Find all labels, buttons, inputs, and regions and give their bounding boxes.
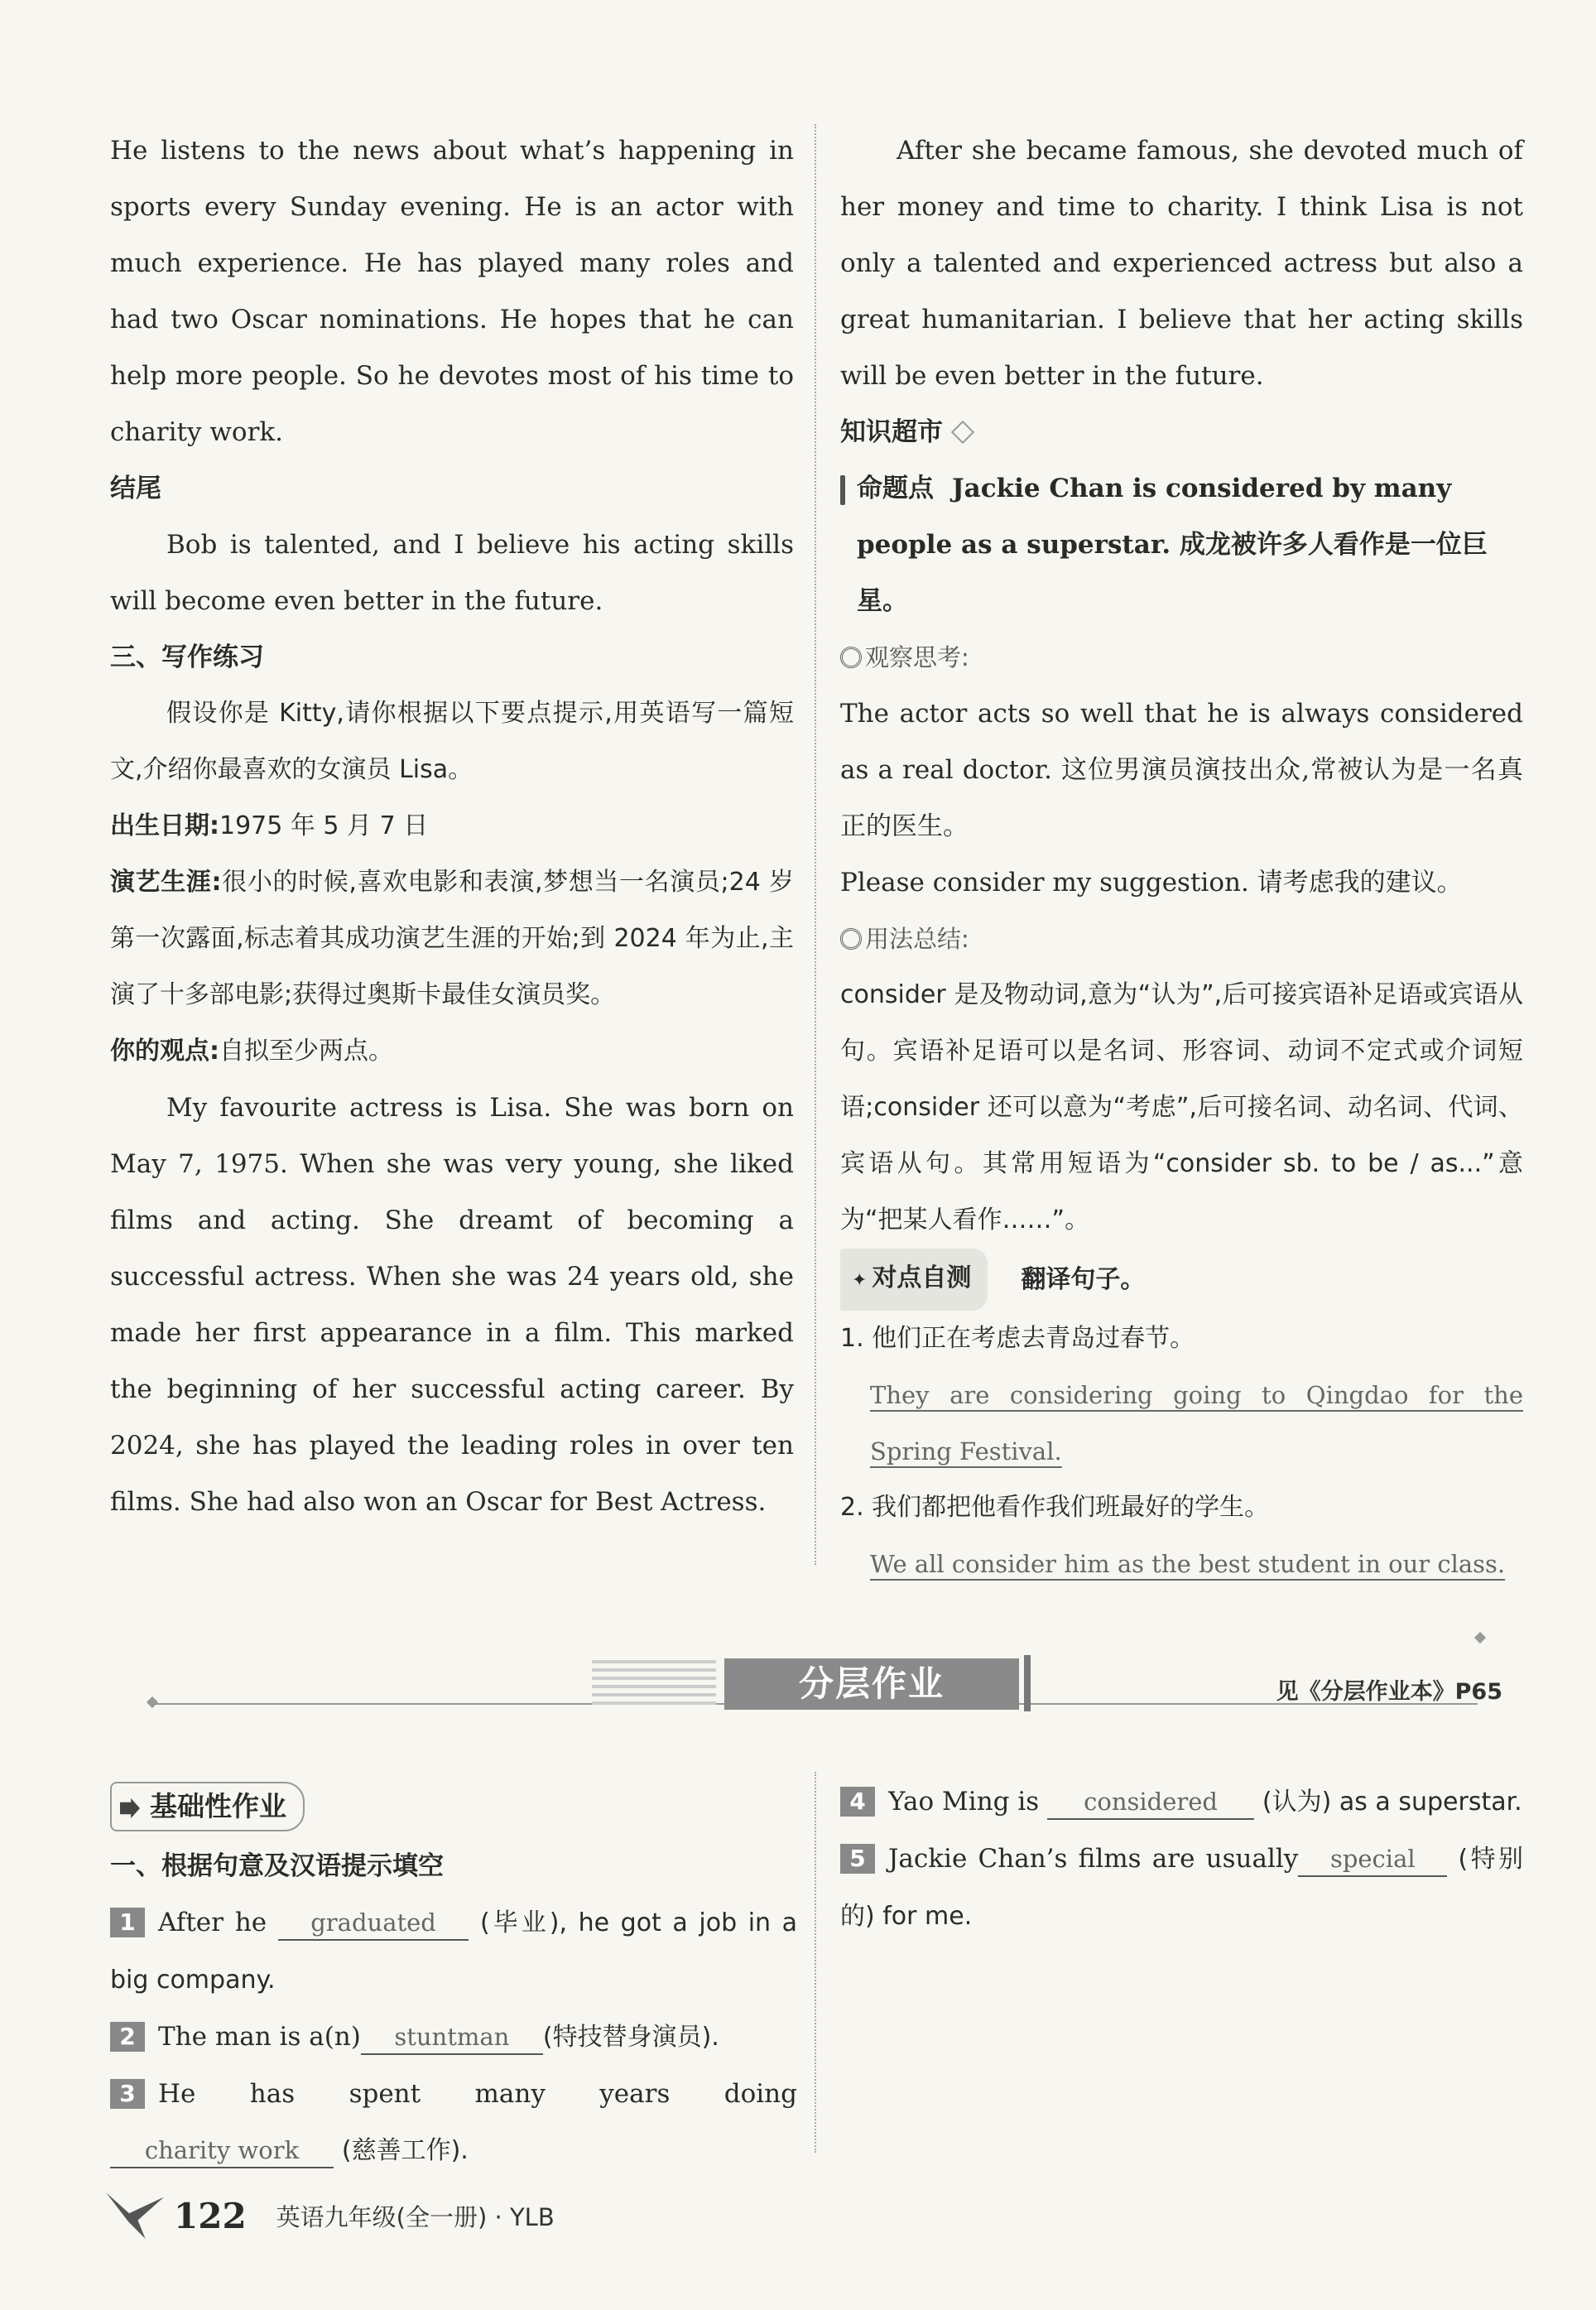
career-line	[110, 854, 794, 1023]
exercise-left	[110, 1772, 797, 2179]
exercise-item-3	[110, 2066, 797, 2179]
arrow-icon	[120, 1798, 140, 1818]
birth-value: 1975 年 5 月 7 日	[219, 811, 429, 840]
banner-title: 分层作业	[724, 1658, 1019, 1710]
exercise-item-2	[110, 2009, 797, 2066]
item-hint: (毕业), he got a job in a big company.	[110, 1908, 798, 1995]
item-text: Yao Ming is	[888, 1787, 1040, 1817]
self-test-heading	[840, 1249, 1523, 1311]
career-label: 演艺生涯:	[110, 868, 222, 897]
usage-heading	[840, 911, 1523, 967]
ending-paragraph: Bob is talented, and I believe his acting skills will become even better in the future.	[110, 530, 794, 616]
opinion-line	[110, 1023, 794, 1080]
answer-blank: stuntman	[361, 2020, 543, 2055]
answer-blank: graduated	[278, 1906, 469, 1941]
circle-icon	[840, 928, 862, 950]
translate-answer-2: We all consider him as the best student in our class.	[870, 1550, 1506, 1578]
translate-question-2: 2. 我们都把他看作我们班最好的学生。	[840, 1493, 1270, 1522]
exercise-item-1	[110, 1894, 797, 2009]
banner-reference: 见《分层作业本》P65	[1276, 1679, 1502, 1705]
page-number: 122	[174, 2195, 247, 2236]
item-text: He has spent many years doing	[158, 2079, 797, 2109]
key-point-text: Jackie Chan is considered by many people as a superstar. 成龙被许多人看作是一位巨星。	[857, 474, 1488, 616]
answer-blank: special	[1298, 1842, 1447, 1877]
self-test-instruction: 翻译句子。	[1021, 1264, 1146, 1294]
basic-homework-tag	[110, 1782, 305, 1831]
item-number: 3	[110, 2079, 145, 2109]
answer-blank: charity work	[110, 2134, 334, 2168]
banner-dot-left	[147, 1696, 158, 1708]
observe-example-2: Please consider my suggestion. 请考虑我的建议。	[840, 868, 1463, 898]
opinion-value: 自拟至少两点。	[219, 1037, 393, 1066]
right-column	[840, 123, 1523, 1592]
key-point	[840, 460, 1523, 629]
usage-summary: consider 是及物动词,意为“认为”,后可接宾语补足语或宾语从句。宾语补足语可以是名词、形容词、动词不定式或介词短语;consider 还可以意为“考虑”,后可接名词、动名词、代词、宾语从句。其常用短语为“consider sb. to be / as...”意为“把某人看作……”。	[840, 980, 1523, 1234]
bird-logo-icon	[106, 2192, 164, 2239]
left-column	[110, 123, 794, 1530]
page-footer	[106, 2192, 555, 2239]
banner-dot-right	[1474, 1632, 1486, 1643]
essay-conclusion: After she became famous, she devoted much of her money and time to charity. I think Lisa is not only a talented and experienced actress but also a great humanitarian. I believe that her acting skills will be even better in the future.	[840, 136, 1523, 391]
self-test-badge-label: 对点自测	[872, 1263, 972, 1292]
column-divider	[815, 124, 816, 1565]
career-value: 很小的时候,喜欢电影和表演,梦想当一名演员;24 岁第一次露面,标志着其成功演艺生涯的开始;到 2024 年为止,主演了十多部电影;获得过奥斯卡最佳女演员奖。	[110, 868, 795, 1009]
observe-example-1: The actor acts so well that he is always considered as a real doctor. 这位男演员演技出众,常被认为是一名真正的医生。	[840, 699, 1523, 841]
observe-label: 观察思考:	[865, 643, 969, 671]
layered-homework-banner	[153, 1643, 1502, 1718]
exercise-item-5	[840, 1831, 1523, 1945]
item-hint: (认为) as a superstar.	[1262, 1788, 1522, 1817]
circle-icon	[840, 647, 862, 668]
practice-heading: 三、写作练习	[110, 642, 264, 672]
self-test-badge	[840, 1249, 988, 1311]
book-title: 英语九年级(全一册) · YLB	[276, 2202, 555, 2231]
item-hint: (慈善工作).	[341, 2136, 469, 2165]
practice-intro: 假设你是 Kitty,请你根据以下要点提示,用英语写一篇短文,介绍你最喜欢的女演员 Lisa。	[110, 699, 794, 784]
birth-label: 出生日期:	[110, 811, 219, 840]
item-hint: (特技替身演员).	[542, 2023, 719, 2052]
paragraph-actor: He listens to the news about what’s happening in sports every Sunday evening. He is an actor with much experience. He has played many roles and had two Oscar nominations. He hopes that he can help more people. So he devotes most of his time to charity work.	[110, 136, 794, 447]
key-point-bar	[840, 475, 845, 505]
knowledge-market-title: 知识超市	[840, 417, 943, 447]
observe-heading	[840, 629, 1523, 686]
star-icon: ✦	[852, 1270, 868, 1291]
knowledge-market-heading	[840, 404, 1523, 460]
answer-blank: considered	[1047, 1785, 1254, 1820]
banner-cap	[1024, 1655, 1031, 1711]
item-number: 4	[840, 1787, 875, 1817]
translate-question-1: 1. 他们正在考虑去青岛过春节。	[840, 1324, 1195, 1353]
column-divider-bottom	[815, 1772, 816, 2153]
usage-label: 用法总结:	[865, 925, 969, 953]
item-number: 1	[110, 1908, 145, 1937]
item-text: After he	[158, 1908, 267, 1937]
birth-line	[110, 798, 794, 854]
key-point-tag: 命题点	[857, 474, 934, 503]
item-text: The man is a(n)	[158, 2022, 361, 2052]
diamond-icon	[951, 421, 974, 444]
exercise-section-title: 一、根据句意及汉语提示填空	[110, 1851, 444, 1881]
banner-stripes	[592, 1660, 716, 1708]
item-text: Jackie Chan’s films are usually	[888, 1844, 1299, 1874]
translate-answer-1: They are considering going to Qingdao for the Spring Festival.	[870, 1381, 1523, 1465]
item-number: 5	[840, 1844, 875, 1874]
sample-essay: My favourite actress is Lisa. She was born on May 7, 1975. When she was very young, she liked films and acting. She dreamt of becoming a successful actress. When she was 24 years old, she made her first appearance in a film. This marked the beginning of her successful acting career. By 2024, she has played the leading roles in over ten films. She had also won an Oscar for Best Actress.	[110, 1093, 794, 1517]
ending-heading: 结尾	[110, 474, 161, 503]
item-hint: (特别的) for me.	[840, 1845, 1523, 1931]
opinion-label: 你的观点:	[110, 1037, 219, 1066]
basic-homework-title: 基础性作业	[150, 1790, 286, 1822]
item-number: 2	[110, 2022, 145, 2052]
exercise-right	[840, 1772, 1523, 1945]
exercise-item-4	[840, 1773, 1523, 1831]
